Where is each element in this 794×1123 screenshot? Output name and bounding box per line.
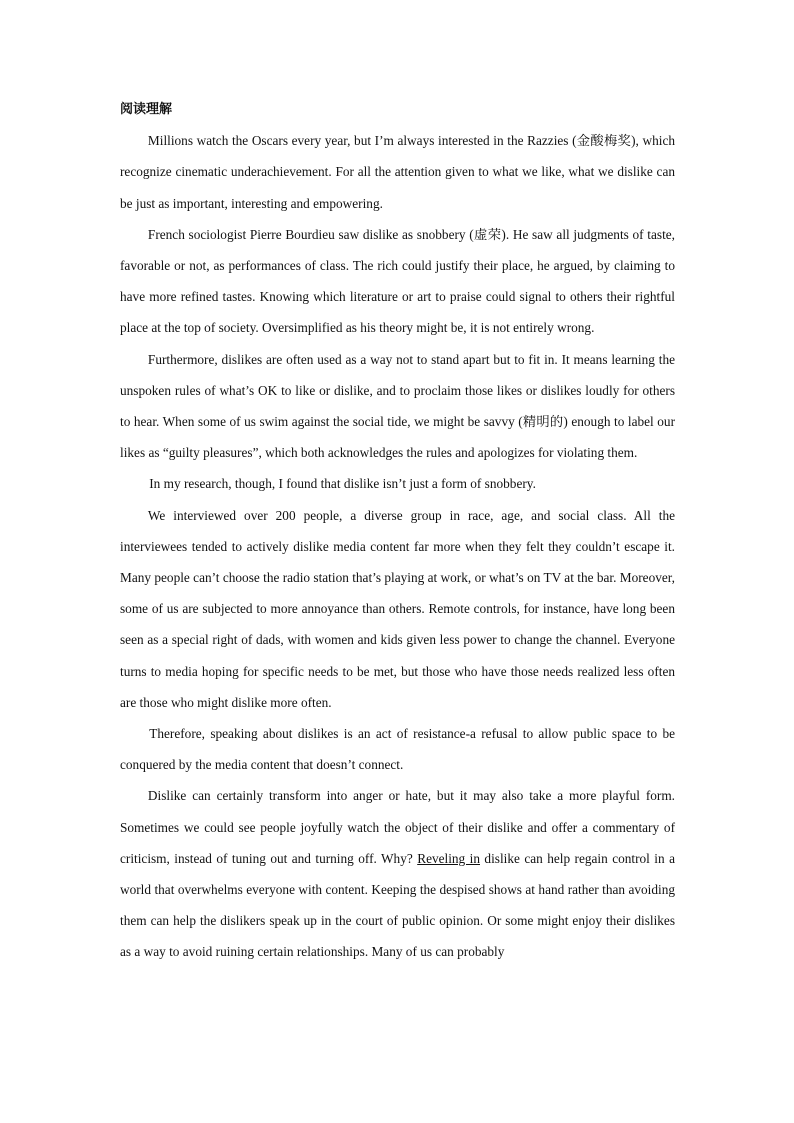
section-heading: 阅读理解 <box>120 102 173 117</box>
underlined-phrase: Reveling in <box>417 850 480 866</box>
paragraph-razzies: Millions watch the Oscars every year, but I’m always interested in the Razzies (金酸梅奖), which recognize cinematic underachievement. For all the attention given to what we like, what we dislike can be just as important, interesting and empowering. <box>120 133 675 211</box>
paragraph-text-after: dislike can help regain control in a world that overwhelms everyone with content. Keeping the despised shows at hand rather than avoiding them can help the dislikers speak up in the court of public opinion. Or some might enjoy their dislikes as a way to avoid ruining certain relationships. Many of us can probably <box>120 850 675 960</box>
document-page <box>120 94 675 968</box>
paragraph-interviews: We interviewed over 200 people, a diverse group in race, age, and social class. All the interviewees tended to actively dislike media content far more when they felt they couldn’t escape it. Many people can’t choose the radio station that’s playing at work, or what’s on TV at the bar. Moreover, some of us are subjected to more annoyance than others. Remote controls, for instance, have long been seen as a special right of dads, with women and kids given less power to change the channel. Everyone turns to media hoping for specific needs to be met, but those who have those needs realized less often are those who might dislike more often. <box>120 507 675 710</box>
paragraph-text-before: Dislike can certainly transform into anger or hate, but it may also take a more playful form. Sometimes we could see people joyfully watch the object of their dislike and offer a commentary of criticism, instead of tuning out and turning off. Why? <box>120 788 675 866</box>
paragraph-resistance: Therefore, speaking about dislikes is an act of resistance-a refusal to allow public space to be conquered by the media content that doesn’t connect. <box>120 726 675 773</box>
paragraph-research: In my research, though, I found that dislike isn’t just a form of snobbery. <box>149 476 536 492</box>
paragraph-fit-in: Furthermore, dislikes are often used as a way not to stand apart but to fit in. It means learning the unspoken rules of what’s OK to like or dislike, and to proclaim those likes or dislikes loudly for others to hear. When some of us swim against the social tide, we might be savvy (精明的) enough to label our likes as “guilty pleasures”, which both acknowledges the rules and apologizes for violating them. <box>120 351 675 461</box>
paragraph-bourdieu: French sociologist Pierre Bourdieu saw dislike as snobbery (虚荣). He saw all judgments of taste, favorable or not, as performances of class. The rich could justify their place, he argued, by claiming to have more refined tastes. Knowing which literature or art to praise could signal to others their rightful place at the top of society. Oversimplified as his theory might be, it is not entirely wrong. <box>120 226 675 336</box>
paragraph-playful-dislike <box>120 780 675 967</box>
